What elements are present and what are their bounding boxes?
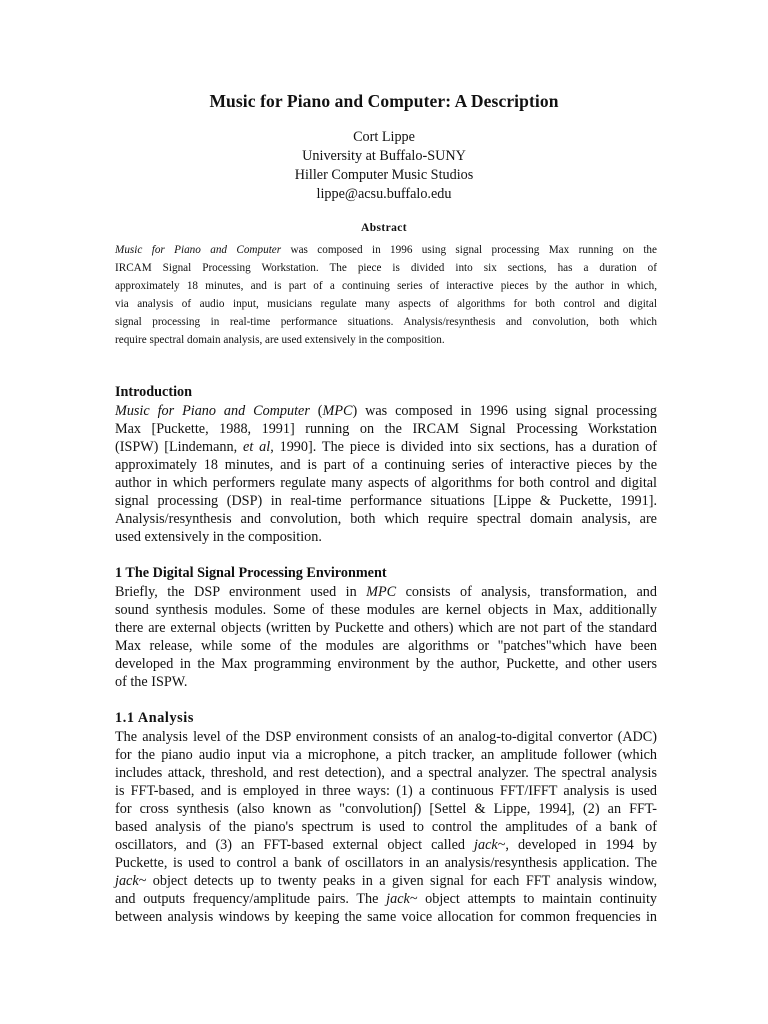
body-text: , 1990]. The piece is divided into six sections, has a duration of xyxy=(270,439,657,455)
section-1-1-heading: 1.1 Analysis xyxy=(115,710,194,726)
body-line xyxy=(115,583,657,601)
author-studio: Hiller Computer Music Studios xyxy=(294,167,474,183)
italic-text: jack~ xyxy=(474,837,506,853)
body-line: Analysis/resynthesis and convolution, both which require spectral domain analysis, are xyxy=(115,511,657,527)
body-line xyxy=(115,402,657,420)
body-text: consists of analysis, transformation, and xyxy=(396,584,657,600)
body-line: Max release, while some of the modules are algorithms or "patches"which have been xyxy=(115,638,657,654)
body-line: for the piano audio input via a microphone, a pitch tracker, an amplitude follower (which xyxy=(115,747,657,763)
body-line: based analysis of the piano's spectrum is used to control the amplitudes of a bank of xyxy=(115,819,657,835)
abstract-line: signal processing in real-time performance situations. Analysis/resynthesis and convolution, both which xyxy=(115,316,657,328)
abstract-heading: Abstract xyxy=(361,222,407,234)
body-line xyxy=(115,438,657,456)
section-1-heading: 1 The Digital Signal Processing Environment xyxy=(115,565,387,581)
italic-text: MPC xyxy=(322,403,353,419)
body-line: author in which performers regulate many aspects of algorithms for both control and digital xyxy=(115,475,657,491)
author-email: lippe@acsu.buffalo.edu xyxy=(316,186,452,202)
abstract-text: was composed in 1996 using signal processing Max running on the xyxy=(281,244,657,256)
italic-text: Music for Piano and Computer xyxy=(115,403,310,419)
abstract-italic-title: Music for Piano and Computer xyxy=(115,244,282,256)
body-line: is FFT-based, and is employed in three ways: (1) a continuous FFT/IFFT analysis is used xyxy=(115,783,657,799)
body-line: approximately 18 minutes, and is part of a continuing series of interactive pieces by the xyxy=(115,457,657,473)
abstract-line: via analysis of audio input, musicians regulate many aspects of algorithms for both control and digital xyxy=(115,298,657,310)
body-text: object detects up to twenty peaks in a given signal for each FFT analysis window, xyxy=(146,873,657,889)
author-name: Cort Lippe xyxy=(353,129,415,145)
body-text: , developed in 1994 by xyxy=(505,837,657,853)
body-line xyxy=(115,872,657,890)
body-line: sound synthesis modules. Some of these modules are kernel objects in Max, additionally xyxy=(115,602,657,618)
body-line: includes attack, threshold, and rest detection), and a spectral analyzer. The spectral analysis xyxy=(115,765,657,781)
body-line: between analysis windows by keeping the same voice allocation for common frequencies in xyxy=(115,909,657,925)
introduction-heading: Introduction xyxy=(115,384,192,400)
body-line: used extensively in the composition. xyxy=(115,529,322,545)
italic-text: jack~ xyxy=(115,873,147,889)
body-line xyxy=(115,836,657,854)
abstract-line xyxy=(115,241,657,259)
body-line: for cross synthesis (also known as "convolution∫) [Settel & Lippe, 1994], (2) an FFT- xyxy=(115,801,657,817)
italic-text: jack~ xyxy=(386,891,418,907)
abstract-line: require spectral domain analysis, are used extensively in the composition. xyxy=(115,334,445,346)
body-line: developed in the Max programming environment by the author, Puckette, and other users xyxy=(115,656,657,672)
body-text: oscillators, and (3) an FFT-based external object called xyxy=(115,837,475,853)
author-affiliation: University at Buffalo-SUNY xyxy=(302,148,466,164)
body-line: Max [Puckette, 1988, 1991] running on the IRCAM Signal Processing Workstation xyxy=(115,421,657,437)
body-text: and outputs frequency/amplitude pairs. The xyxy=(115,891,387,907)
body-text: ) was composed in 1996 using signal processing xyxy=(352,403,657,419)
body-line: Puckette, is used to control a bank of oscillators in an analysis/resynthesis application. The xyxy=(115,855,657,871)
body-text: ( xyxy=(309,403,323,419)
body-text: (ISPW) [Lindemann, xyxy=(115,439,244,455)
italic-text: MPC xyxy=(366,584,397,600)
body-line: The analysis level of the DSP environment consists of an analog-to-digital convertor (ADC) xyxy=(115,729,657,745)
body-line: there are external objects (written by Puckette and others) which are not part of the standard xyxy=(115,620,657,636)
abstract-line: approximately 18 minutes, and is part of a continuing series of interactive pieces by the author in which, xyxy=(115,280,657,292)
body-line xyxy=(115,890,657,908)
body-text: object attempts to maintain continuity xyxy=(417,891,657,907)
body-line: of the ISPW. xyxy=(115,674,188,690)
body-line: signal processing (DSP) in real-time performance situations [Lippe & Puckette, 1991]. xyxy=(115,493,657,509)
paper-title: Music for Piano and Computer: A Description xyxy=(209,91,559,111)
body-text: Briefly, the DSP environment used in xyxy=(115,584,367,600)
italic-text: et al xyxy=(243,439,271,455)
abstract-line: IRCAM Signal Processing Workstation. The piece is divided into six sections, has a duration of xyxy=(115,262,657,274)
